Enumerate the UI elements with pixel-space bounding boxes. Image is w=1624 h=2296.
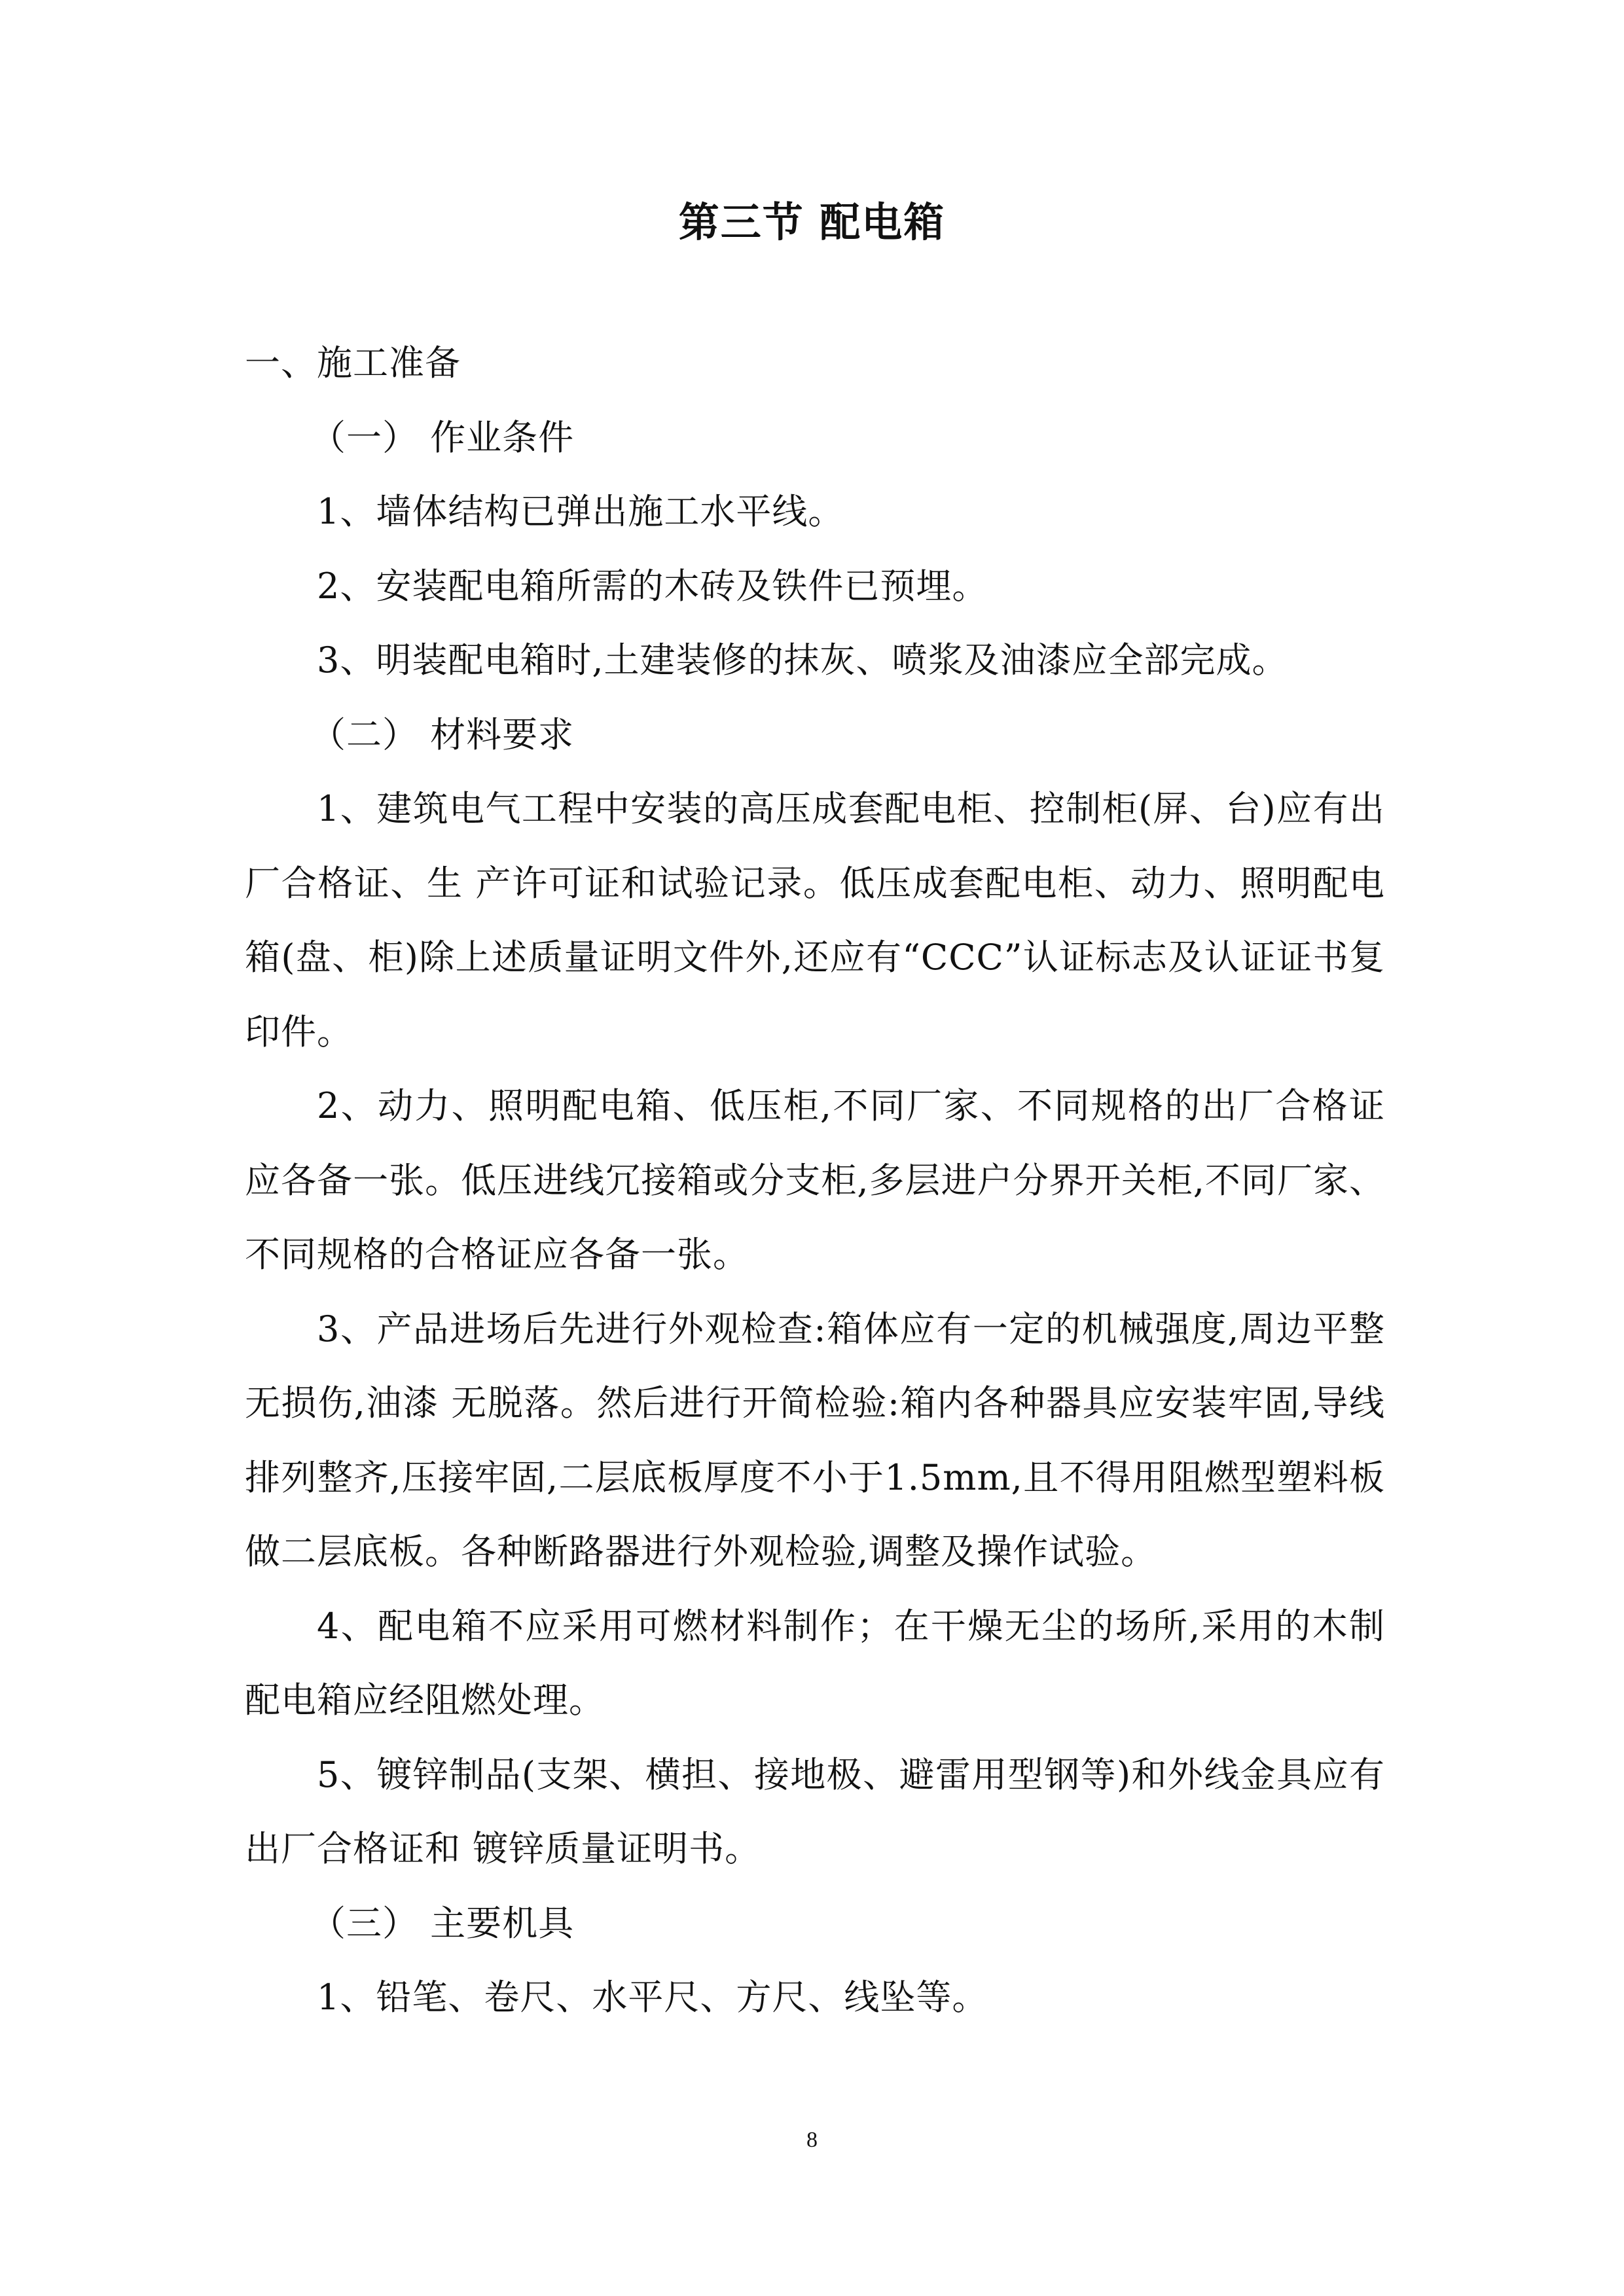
work-condition-item: 2、安装配电箱所需的木砖及铁件已预埋。 bbox=[317, 565, 988, 607]
material-requirement-item: 1、建筑电气工程中安装的高压成套配电柜、控制柜(屏、台)应有出厂合格证、生 产许可证和试验记录。低压成套配电柜、动力、照明配电箱(盘、柜)除上述质量证明文件外,还应有“CCC”认证标志及认证证书复印件。 bbox=[245, 788, 1385, 1052]
material-requirement-item: 4、配电箱不应采用可燃材料制作；在干燥无尘的场所,采用的木制配电箱应经阻燃处理。 bbox=[245, 1605, 1385, 1721]
work-condition-item: 1、墙体结构已弹出施工水平线。 bbox=[317, 491, 844, 532]
material-requirement-item: 2、动力、照明配电箱、低压柜,不同厂家、不同规格的出厂合格证应各备一张。低压进线冗接箱或分支柜,多层进户分界开关柜,不同厂家、不同规格的合格证应各备一张。 bbox=[245, 1085, 1385, 1275]
document-body bbox=[245, 326, 1385, 2035]
work-condition-item: 3、明装配电箱时,土建装修的抹灰、喷浆及油漆应全部完成。 bbox=[317, 639, 1288, 681]
subheading-work-conditions: （一） 作业条件 bbox=[310, 416, 575, 458]
subheading-material-requirements: （二） 材料要求 bbox=[310, 713, 575, 755]
main-tool-item: 1、铅笔、卷尺、水平尺、方尺、线坠等。 bbox=[317, 1977, 988, 2018]
page-number: 8 bbox=[806, 2128, 818, 2152]
material-requirement-item: 5、镀锌制品(支架、横担、接地极、避雷用型钢等)和外线金具应有出厂合格证和 镀锌质量证明书。 bbox=[245, 1753, 1385, 1869]
subheading-main-tools: （三） 主要机具 bbox=[310, 1902, 575, 1944]
section-title: 第三节 配电箱 bbox=[678, 198, 946, 246]
heading-construction-preparation: 一、施工准备 bbox=[245, 342, 461, 384]
material-requirement-item: 3、产品进场后先进行外观检查:箱体应有一定的机械强度,周边平整无损伤,油漆 无脱落。然后进行开简检验:箱内各种器具应安装牢固,导线排列整齐,压接牢固,二层底板厚度不小于1.5mm,且不得用阻燃型塑料板做二层底板。各种断路器进行外观检验,调整及操作试验。 bbox=[245, 1308, 1385, 1572]
